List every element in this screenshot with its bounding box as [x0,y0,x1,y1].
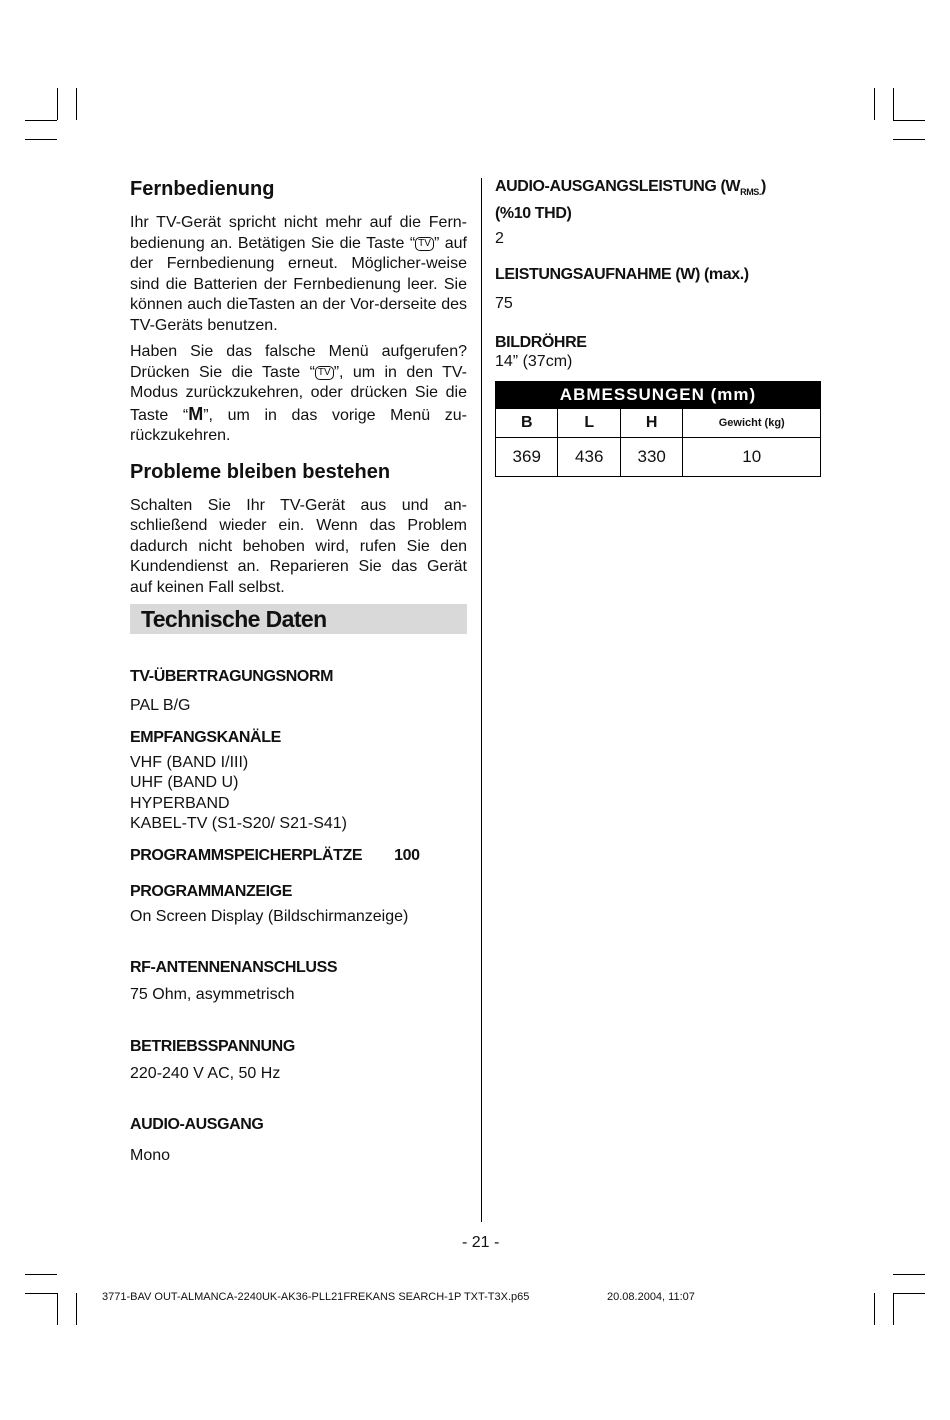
label-betriebsspannung: BETRIEBSSPANNUNG [130,1037,295,1055]
value-norm: PAL B/G [130,697,191,714]
label-rf-anschluss: RF-ANTENNENANSCHLUSS [130,959,338,976]
label-audio-leistung: AUDIO-AUSGANGSLEISTUNG $(W_{RMS.})$ [495,178,766,198]
value-betriebsspannung: 220-240 V AC, 50 Hz [130,1064,281,1082]
value-programmanzeige: On Screen Display (Bildschirmanzeige) [130,907,409,925]
footer-timestamp: 20.08.2004, 11:07 [607,1291,695,1303]
crop-mark [893,1293,925,1294]
m-key: M [188,403,204,424]
value-kanal: KABEL-TV (S1-S20/ S21-S41) [130,815,347,832]
label-thd: (%10 THD) [495,205,572,223]
label-speicherplaetze: PROGRAMMSPEICHERPLÄTZE 100 [130,846,420,864]
label-norm: TV-ÜBERTRAGUNGSNORM [130,668,334,685]
crop-mark [893,139,925,140]
value-rf-anschluss: 75 Ohm, asymmetrisch [130,986,295,1003]
probleme-paragraph: Schalten Sie Ihr TV-Gerät aus und an-schließend wieder ein. Wenn das Problem dadurch nicht behoben wird, rufen Sie den Kundendienst an. Reparieren Sie das Gerät auf keinen Fall selbst. [130,496,467,596]
dimensions-value: 369 [496,437,558,476]
dimensions-value: 330 [620,437,682,476]
dimensions-table [495,381,821,477]
crop-mark [893,1274,925,1275]
value-speicherplaetze: 100 [394,846,420,864]
label-leistungsaufnahme: LEISTUNGSAUFNAHME (W) (max.) [495,265,749,283]
value-kanal: UHF (BAND U) [130,774,239,791]
crop-mark [76,88,77,120]
page-number: - 21 - [462,1234,500,1251]
dimensions-col-header: Gewicht (kg) [683,408,821,437]
dimensions-col-header: H [620,408,682,437]
footer-filename: 3771-BAV OUT-ALMANCA-2240UK-AK36-PLL21FREKANS SEARCH-1P TXT-T3X.p65 [102,1291,530,1303]
dimensions-col-header: L [558,408,620,437]
dimensions-value: 436 [558,437,620,476]
crop-mark [57,88,58,120]
value-audio-leistung: 2 [495,230,504,248]
crop-mark [25,1293,57,1294]
crop-mark [893,120,925,121]
heading-technische-daten: Technische Daten [130,604,467,634]
dimensions-value: 10 [683,437,821,476]
label-programmanzeige: PROGRAMMANZEIGE [130,882,293,900]
crop-mark [25,120,57,121]
crop-mark [25,1274,57,1275]
fern-paragraph-1: Ihr TV-Gerät spricht nicht mehr auf die Fern-bedienung an. Betätigen Sie die Taste “ TV ” auf der Fernbedienung erneut. Möglicher-weise sind die Batterien der Fernbedienung leer. Sie können auch dieTasten an der Vor-derseite des TV-Geräts benutzen. [130,214,467,334]
right-column [495,178,820,477]
tv-key-icon: TV [415,237,434,251]
crop-mark [874,88,875,120]
crop-mark [25,139,57,140]
left-column [130,178,467,1167]
column-divider [481,178,482,1222]
label-kanaele: EMPFANGSKANÄLE [130,728,281,746]
label-audio-ausgang: AUDIO-AUSGANG [130,1116,264,1133]
dimensions-table-title: ABMESSUNGEN (mm) [496,381,821,408]
tv-key-icon: TV [315,366,334,380]
value-kanal: HYPERBAND [130,794,230,812]
label-bildroehre: BILDRÖHRE [495,334,587,352]
heading-fernbedienung: Fernbedienung [130,178,275,200]
value-audio-ausgang: Mono [130,1147,171,1164]
value-kanal: VHF (BAND I/III) [130,753,249,771]
crop-mark [893,88,894,120]
value-bildroehre: 14” (37cm) [495,353,573,371]
crop-mark [76,1293,77,1325]
fern-paragraph-2: Haben Sie das falsche Menü aufgerufen? Drücken Sie die Taste “ TV ”, um in den TV-Modus zurückzukehren, oder drücken Sie die Taste “M”, um in das vorige Menü zu-rückzukehren. [130,343,468,444]
heading-probleme: Probleme bleiben bestehen [130,460,391,483]
dimensions-col-header: B [496,408,558,437]
value-leistungsaufnahme: 75 [495,294,513,312]
crop-mark [874,1293,875,1325]
crop-mark [893,1293,894,1325]
crop-mark [57,1293,58,1325]
